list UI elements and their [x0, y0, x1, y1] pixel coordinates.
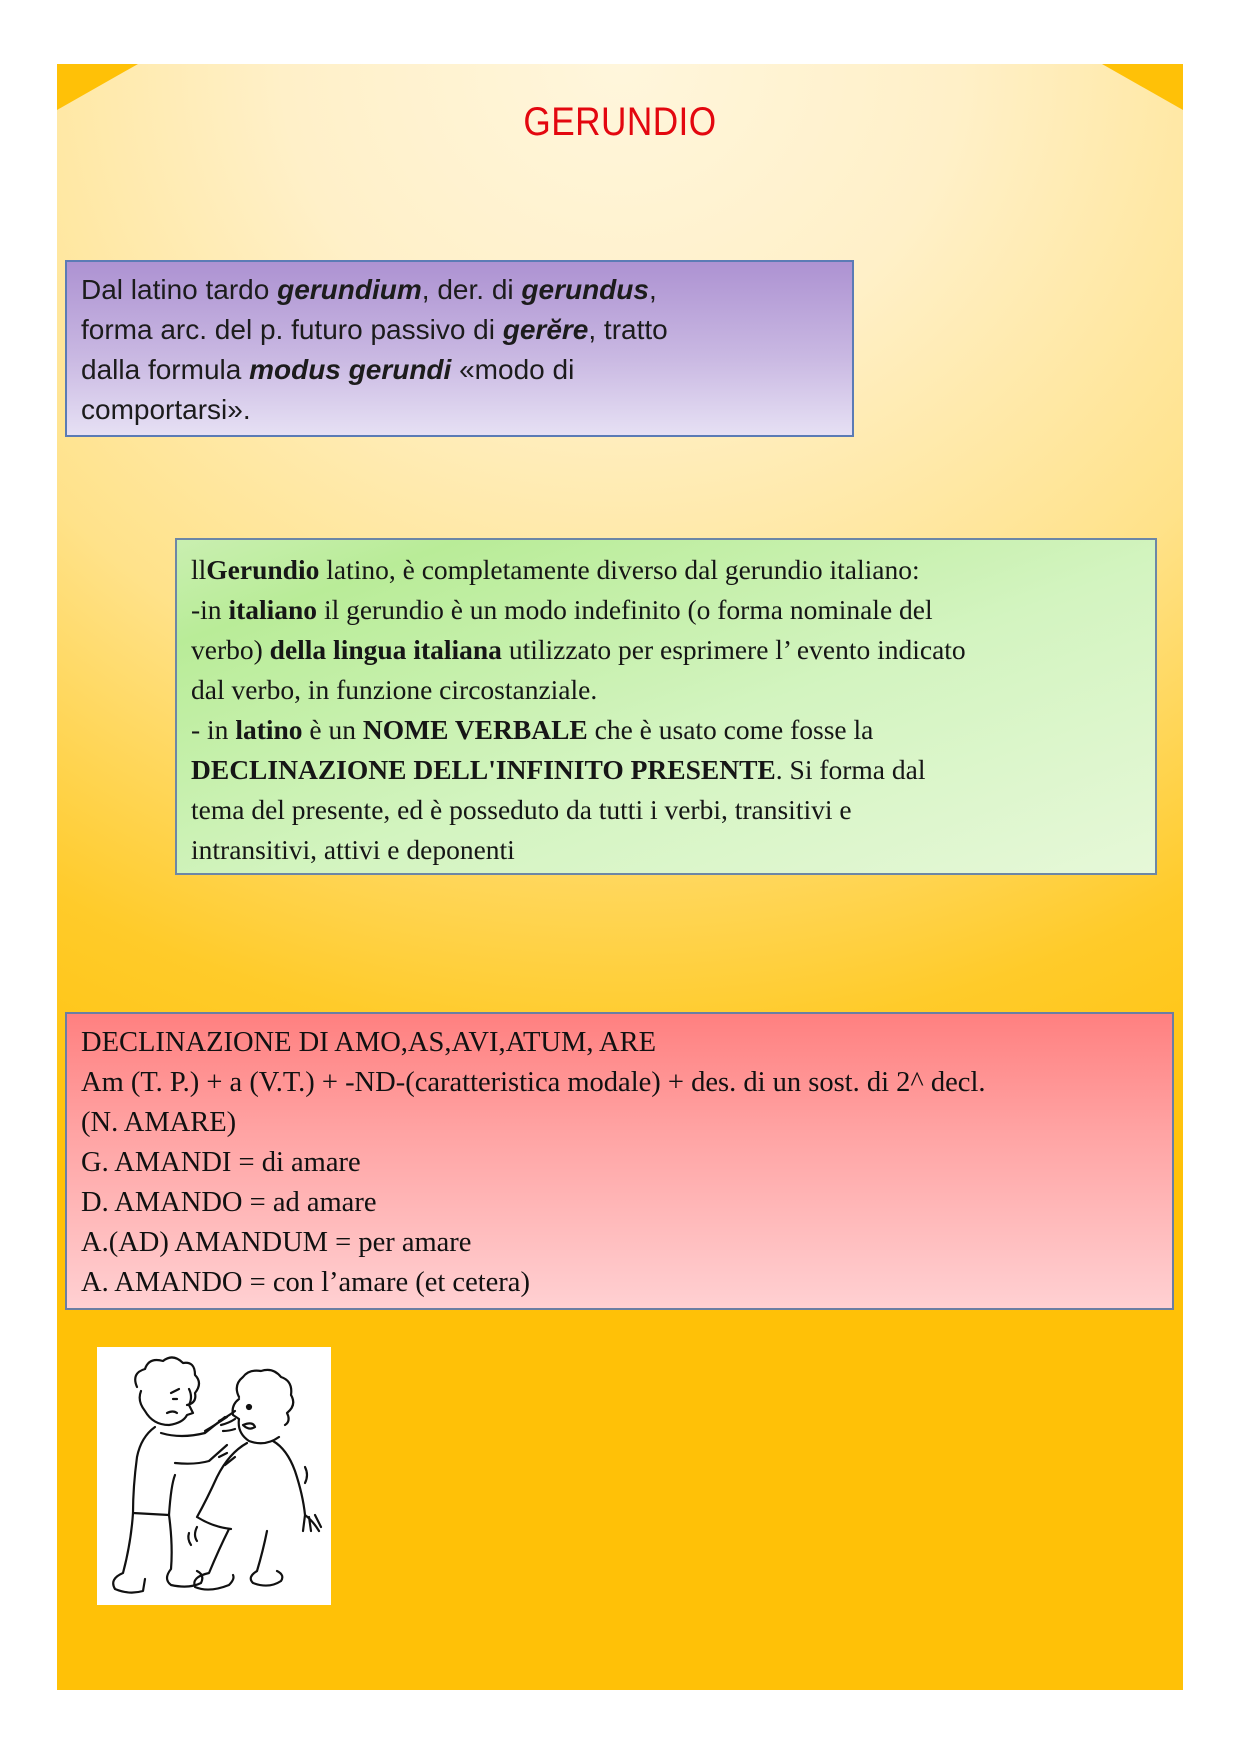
text-segment: . Si forma dal	[775, 754, 926, 785]
illustration-children-pushing	[97, 1347, 331, 1605]
comparison-line	[191, 550, 1141, 590]
text-segment: Dal latino tardo	[81, 274, 278, 305]
emphasized-term: italiano	[228, 594, 318, 625]
declension-line: A. AMANDO = con l’amare (et cetera)	[81, 1267, 530, 1298]
text-segment: verbo)	[191, 634, 270, 665]
page-title: GERUNDIO	[523, 100, 717, 144]
children-pushing-drawing-icon	[97, 1347, 331, 1605]
text-segment: ,	[648, 274, 657, 305]
declension-line: (N. AMARE)	[81, 1107, 237, 1138]
comparison-line	[191, 830, 1141, 870]
text-segment: , der. di	[421, 274, 522, 305]
emphasized-term: gerundium	[277, 274, 422, 305]
text-segment: dalla formula	[81, 354, 250, 385]
emphasized-term: gerĕre	[502, 314, 589, 345]
comparison-line	[191, 790, 1141, 830]
text-segment: dal verbo, in funzione circostanziale.	[191, 674, 598, 705]
text-segment: utilizzato per esprimere l’ evento indicato	[501, 634, 966, 665]
text-segment: latino, è completamente diverso dal gerundio italiano:	[319, 554, 920, 585]
text-segment: il gerundio è un modo indefinito (o forma nominale del	[317, 594, 933, 625]
text-segment: comportarsi».	[81, 394, 251, 425]
comparison-box	[175, 538, 1157, 875]
etymology-line	[81, 270, 838, 310]
comparison-line	[191, 750, 1141, 790]
emphasized-term: modus gerundi	[249, 354, 452, 385]
text-segment: è un	[302, 714, 363, 745]
comparison-line	[191, 710, 1141, 750]
declension-heading: DECLINAZIONE DI AMO,AS,AVI,ATUM, ARE	[81, 1027, 657, 1058]
declension-box	[65, 1012, 1174, 1310]
etymology-box	[65, 260, 854, 437]
text-segment: «modo di	[451, 354, 575, 385]
etymology-line	[81, 390, 838, 430]
emphasized-term: latino	[235, 714, 303, 745]
etymology-line	[81, 310, 838, 350]
declension-line: Am (T. P.) + a (V.T.) + -ND-(caratteristica modale) + des. di un sost. di 2^ decl.	[81, 1067, 986, 1098]
emphasized-term: DECLINAZIONE DELL'INFINITO PRESENTE	[191, 754, 776, 785]
text-segment: tema del presente, ed è posseduto da tutti i verbi, transitivi e	[191, 794, 852, 825]
comparison-line	[191, 670, 1141, 710]
declension-line: G. AMANDI = di amare	[81, 1147, 361, 1178]
emphasized-term: NOME VERBALE	[362, 714, 588, 745]
declension-line: A.(AD) AMANDUM = per amare	[81, 1227, 472, 1258]
comparison-line	[191, 590, 1141, 630]
text-segment: forma arc. del p. futuro passivo di	[81, 314, 503, 345]
text-segment: , tratto	[588, 314, 668, 345]
etymology-line	[81, 350, 838, 390]
declension-line: D. AMANDO = ad amare	[81, 1187, 377, 1218]
emphasized-term: gerundus	[521, 274, 649, 305]
comparison-line	[191, 630, 1141, 670]
text-segment: - in	[191, 714, 236, 745]
text-segment: che è usato come fosse la	[587, 714, 874, 745]
text-segment: ll	[191, 554, 207, 585]
emphasized-term: della lingua italiana	[269, 634, 502, 665]
text-segment: -in	[191, 594, 229, 625]
emphasized-term: Gerundio	[206, 554, 320, 585]
text-segment: intransitivi, attivi e deponenti	[191, 834, 515, 865]
